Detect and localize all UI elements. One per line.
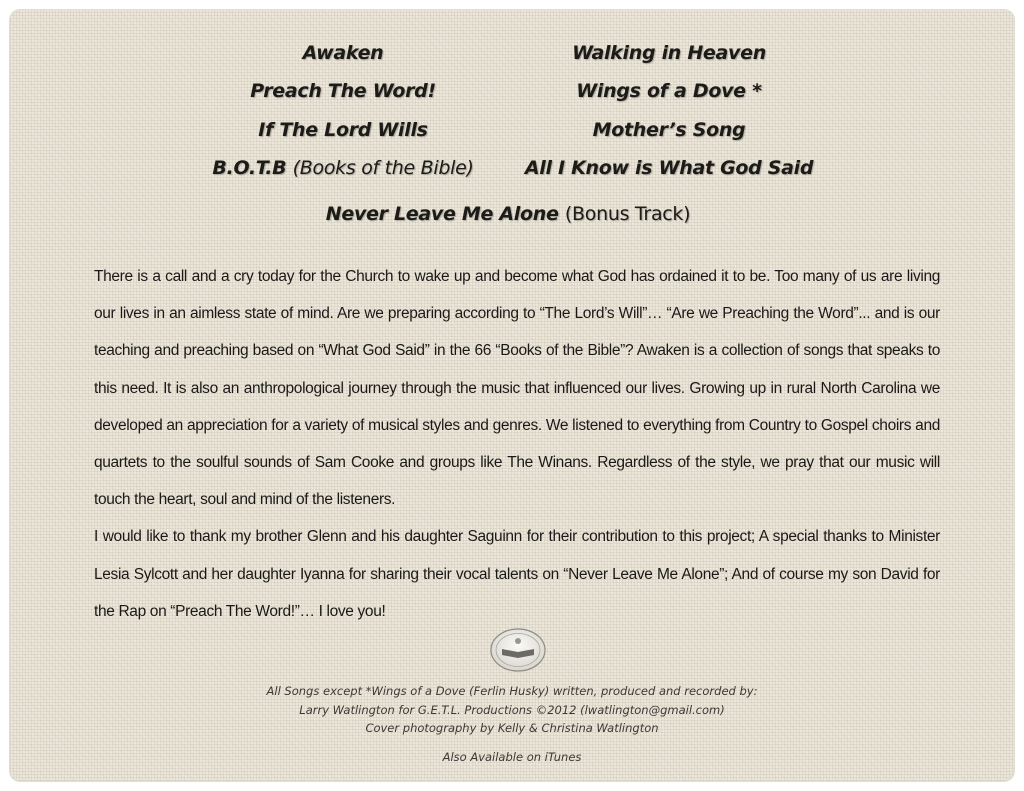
track-right-3: Mother’s Song [592, 119, 746, 141]
track-right-2: Wings of a Dove * [576, 80, 762, 102]
track-right-4: All I Know is What God Said [524, 157, 814, 179]
track-left-4: B.O.T.B (Books of the Bible) [212, 157, 474, 179]
track-left-3: If The Lord Wills [258, 119, 428, 141]
open-bible-seal-icon [488, 625, 548, 675]
itunes-availability: Also Available on iTunes [442, 750, 582, 764]
track-right-1: Walking in Heaven [572, 42, 766, 64]
credits [10, 682, 1014, 738]
bonus-track: Never Leave Me Alone (Bonus Track) [325, 203, 691, 225]
album-back-cover [10, 10, 1014, 781]
liner-notes-paragraph-2: I would like to thank my brother Glenn and his daughter Saguinn for their contribution to this project; A special thanks to Minister Lesia Sylcott and her daughter Iyanna for sharing their vocal talents on “Never Leave Me Alone”; And of course my son David for the Rap on “Preach The Word!”… I love you! [94, 528, 940, 620]
track-left-1: Awaken [302, 42, 384, 64]
liner-notes-paragraph-1: There is a call and a cry today for the Church to wake up and become what God has ordained it to be. Too many of us are living our lives in an aimless state of mind. Are we preparing according to “The Lord’s Will”… “Are we Preaching the Word”... and is our teaching and preaching based on “What God Said” in the 66 “Books of the Bible”? Awaken is a collection of songs that speaks to this need. It is also an anthropological journey through the music that influenced our lives. Growing up in rural North Carolina we developed an appreciation for a variety of musical styles and genres. We listened to everything from Country to Gospel choirs and quartets to the soulful sounds of Sam Cooke and groups like The Winans. Regardless of the style, we pray that our music will touch the heart, soul and mind of the listeners. [94, 268, 940, 509]
credits-line-1: All Songs except *Wings of a Dove (Ferlin Husky) written, produced and recorded by: [266, 684, 758, 698]
liner-notes [94, 258, 940, 630]
track-left-2: Preach The Word! [250, 80, 436, 102]
credits-line-2: Larry Watlington for G.E.T.L. Productions ©2012 (lwatlington@gmail.com) [299, 702, 725, 717]
credits-line-3: Cover photography by Kelly & Christina Watlington [365, 721, 659, 735]
